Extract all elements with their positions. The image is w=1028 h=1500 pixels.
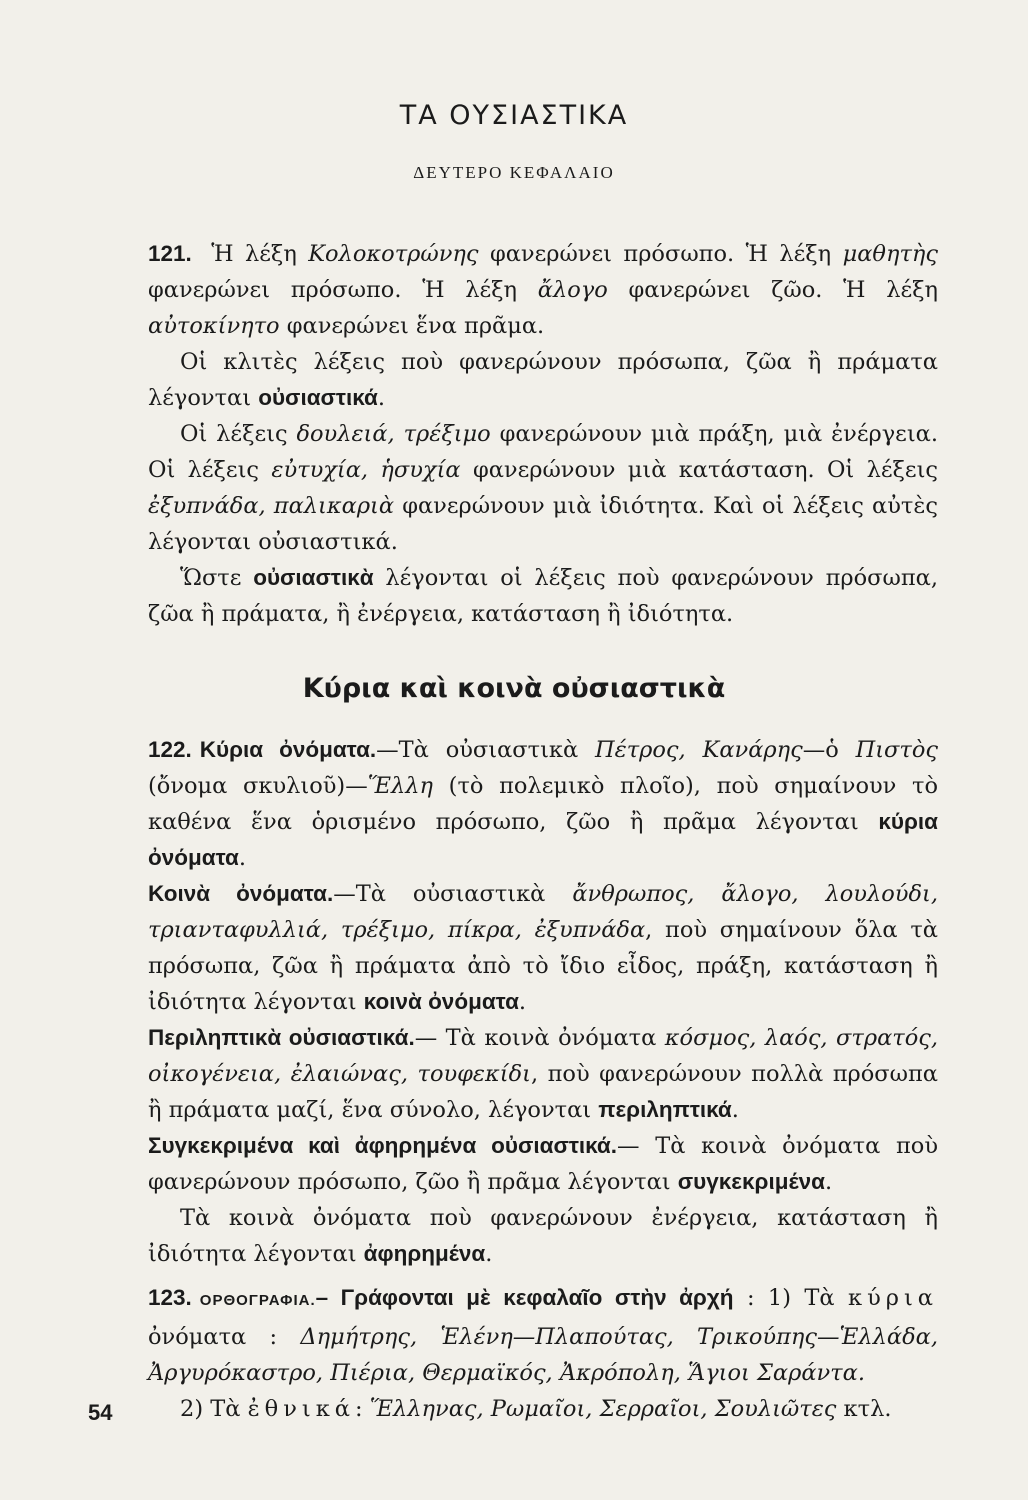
- paragraph-121: 121. Ἡ λέξη Κολοκοτρώνης φανερώνει πρόσωπο. Ἡ λέξη μαθητὴς φανερώνει πρόσωπο. Ἡ λέξη ἄλογο φανερώνει ζῶο. Ἡ λέξη αὐτοκίνητο φανερώνει ἕνα πρᾶμα.: [148, 241, 938, 339]
- paragraph-common-nouns: Κοινὰ ὀνόματα.—Τὰ οὐσιαστικὰ ἄνθρωπος, ἄλογο, λουλούδι, τριανταφυλλιά, τρέξιμο, πίκρα, ἐξυπνάδα, ποὺ σημαίνουν ὅλα τὰ πρόσωπα, ζῶα ἢ πράματα ἀπὸ τὸ ἴδιο εἶδος, πράξη, κατάσταση ἢ ἰδιότητα λέγονται κοινὰ ὀνόματα.: [148, 881, 938, 1015]
- paragraph-definition: Οἱ κλιτὲς λέξεις ποὺ φανερώνουν πρόσωπα, ζῶα ἢ πράματα λέγονται οὐσιαστικά.: [148, 349, 938, 411]
- section-proper-common: [148, 732, 938, 1427]
- paragraph-123: 123. ΟΡΘΟΓΡΑΦΙΑ.– Γράφονται μὲ κεφαλαῖο στὴν ἀρχή : 1) Τὰ κύρια ὀνόματα : Δημήτρης, Ἑλένη—Πλαπούτας, Τρικούπης—Ἑλλάδα, Ἀργυρόκαστρο, Πιέρια, Θερμαϊκός, Ἀκρόπολη, Ἅγιοι Σαράντα.: [148, 1285, 938, 1386]
- paragraph-concrete-nouns: Συγκεκριμένα καὶ ἀφηρημένα οὐσιαστικά.— Τὰ κοινὰ ὀνόματα ποὺ φανερώνουν πρόσωπο, ζῶο ἢ πρᾶμα λέγονται συγκεκριμένα.: [148, 1133, 939, 1195]
- chapter-title: ΤΑ ΟΥΣΙΑΣΤΙΚΑ: [399, 100, 629, 131]
- paragraph-number: 121.: [148, 241, 192, 266]
- section-heading: Κύρια καὶ κοινὰ οὐσιαστικὰ: [302, 673, 726, 704]
- paragraph-number: 122.: [148, 737, 192, 762]
- paragraph-ethnic-names: 2) Τὰ ἐθνικά: Ἕλληνας, Ρωμαῖοι, Σερραῖοι, Σουλιῶτες κτλ.: [180, 1396, 892, 1422]
- paragraph-abstract-nouns: Τὰ κοινὰ ὀνόματα ποὺ φανερώνουν ἐνέργεια, κατάσταση ἢ ἰδιότητα λέγονται ἀφηρημένα.: [148, 1205, 938, 1267]
- paragraph-122: 122. Κύρια ὀνόματα.—Τὰ οὐσιαστικὰ Πέτρος, Κανάρης—ὁ Πιστὸς (ὄνομα σκυλιοῦ)—Ἕλλη (τὸ πολεμικὸ πλοῖο), ποὺ σημαίνουν τὸ καθένα ἕνα ὁρισμένο πρόσωπο, ζῶο ἢ πρᾶμα λέγονται κύρια ὀνόματα.: [148, 737, 938, 871]
- paragraph-summary: Ὥστε οὐσιαστικὰ λέγονται οἱ λέξεις ποὺ φανερώνουν πρόσωπα, ζῶα ἢ πράματα, ἢ ἐνέργεια, κατάσταση ἢ ἰδιότητα.: [148, 565, 938, 627]
- paragraph-collective-nouns: Περιληπτικὰ οὐσιαστικά.— Τὰ κοινὰ ὀνόματα κόσμος, λαός, στρατός, οἰκογένεια, ἐλαιώνας, τουφεκίδι, ποὺ φανερώνουν πολλὰ πρόσωπα ἢ πράματα μαζί, ἕνα σύνολο, λέγονται περιληπτικά.: [148, 1025, 939, 1123]
- page-number: 54: [88, 1400, 113, 1425]
- paragraph-number: 123.: [148, 1285, 192, 1310]
- chapter-subtitle: ΔΕΥΤΕΡΟ ΚΕΦΑΛΑΙΟ: [413, 163, 615, 182]
- section-intro: [148, 236, 938, 632]
- paragraph-examples: Οἱ λέξεις δουλειά, τρέξιμο φανερώνουν μιὰ πράξη, μιὰ ἐνέργεια. Οἱ λέξεις εὐτυχία, ἡσυχία φανερώνουν μιὰ κατάσταση. Οἱ λέξεις ἐξυπνάδα, παλικαριὰ φανερώνουν μιὰ ἰδιότητα. Καὶ οἱ λέξεις αὐτὲς λέγονται οὐσιαστικά.: [148, 421, 939, 555]
